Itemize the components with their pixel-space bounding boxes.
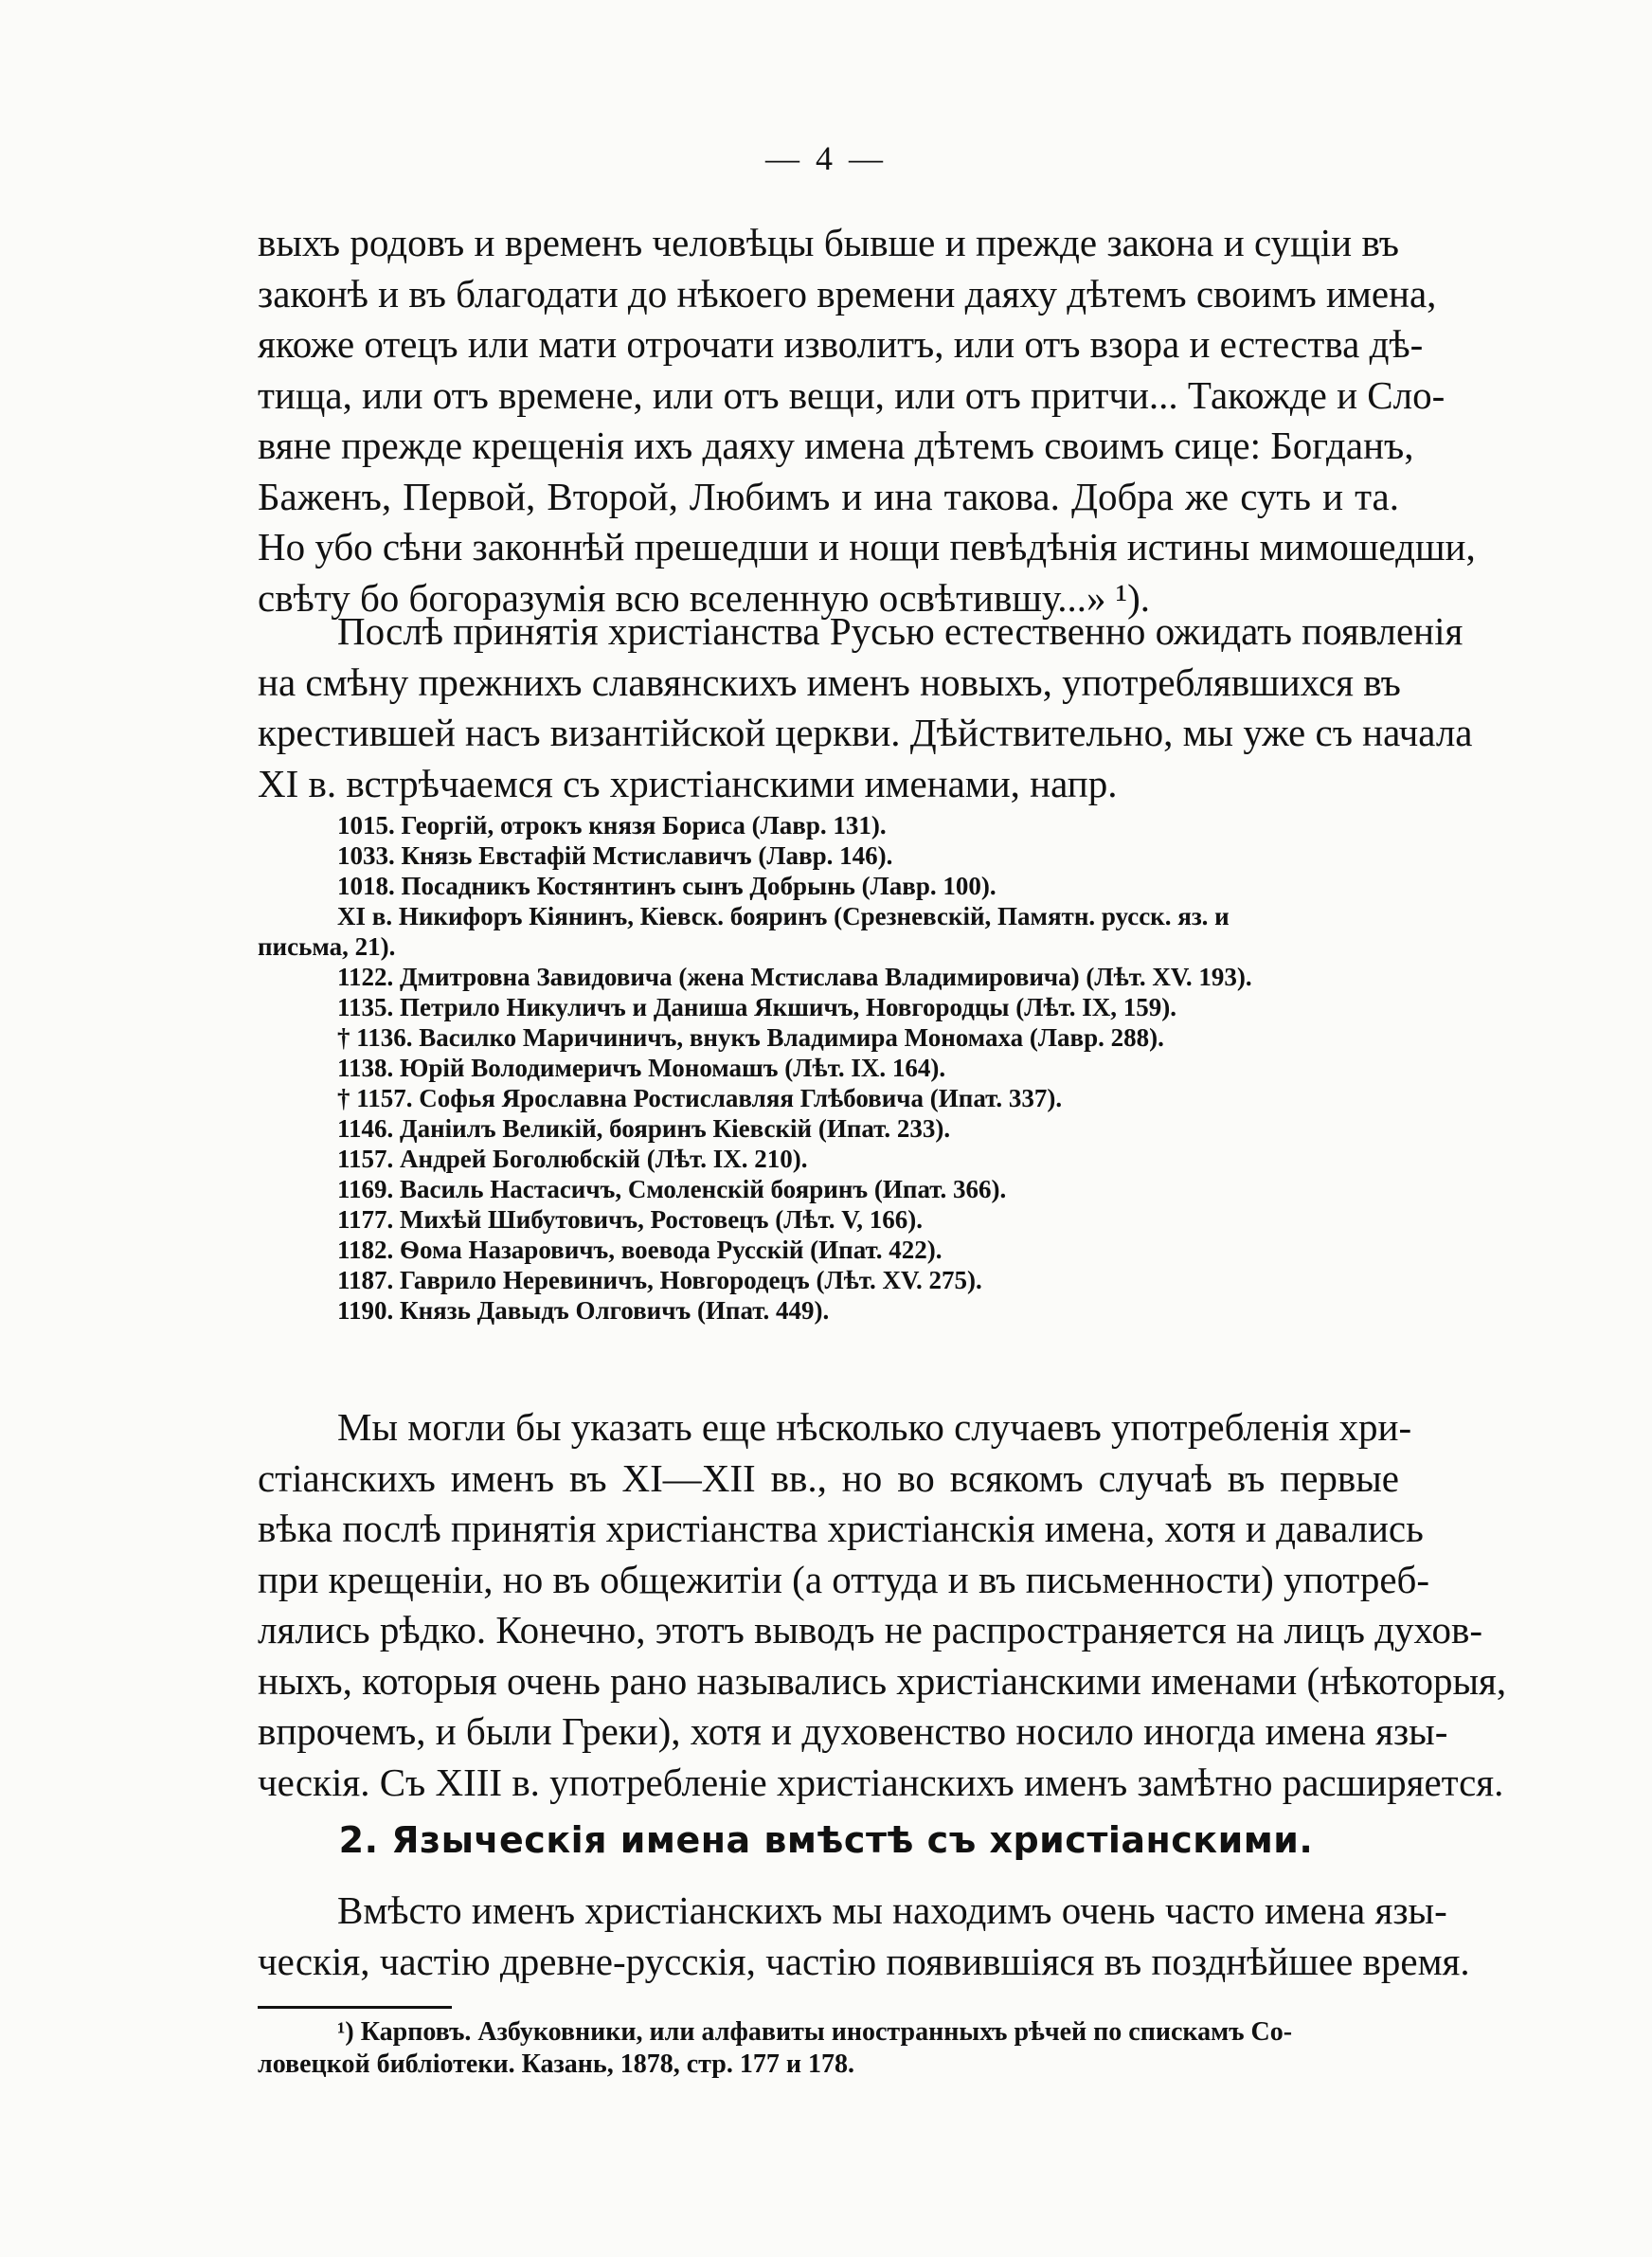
- text-line: ческія. Съ XIII в. употребленіе христіанскихъ именъ замѣтно расширяется.: [258, 1760, 1504, 1804]
- list-item: 1146. Даніилъ Великій, бояринъ Кіевскій (Ипат. 233).: [337, 1114, 951, 1143]
- text-line: XI в. встрѣчаемся съ христіанскими именами, напр.: [258, 761, 1118, 805]
- text-line: Но убо сѣни законнѣй прешедши и нощи певѣдѣнія истины мимошедши,: [258, 525, 1476, 569]
- text-line: Вмѣсто именъ христіанскихъ мы находимъ очень часто имена язы-: [337, 1888, 1447, 1932]
- paragraph-pagan-names: [258, 1886, 1470, 1987]
- list-item: † 1157. Софья Ярославна Ростиславляя Глѣбовича (Ипат. 337).: [337, 1084, 1063, 1112]
- text-line: лялись рѣдко. Конечно, этотъ выводъ не распространяется на лицъ духов-: [258, 1608, 1483, 1652]
- list-item: 1157. Андрей Боголюбскій (Лѣт. IX. 210).: [337, 1145, 808, 1173]
- text-line: вяне прежде крещенія ихъ даяху имена дѣтемъ своимъ сице: Богданъ,: [258, 424, 1414, 467]
- list-item: 1190. Князь Давыдъ Олговичъ (Ипат. 449).: [337, 1296, 830, 1325]
- paragraph-christian-names: [258, 606, 1473, 809]
- list-item: 1138. Юрій Володимеричъ Мономашъ (Лѣт. IX. 164).: [337, 1054, 946, 1082]
- text-line: свѣту бо богоразумія всю вселенную освѣтившу...» ¹).: [258, 575, 1150, 620]
- text-line: якоже отецъ или мати отрочати изволитъ, или отъ взора и естества дѣ-: [258, 322, 1424, 366]
- list-item: 1015. Георгій, отрокъ князя Бориса (Лавр. 131).: [337, 811, 887, 840]
- list-item: † 1136. Василко Маричиничъ, внукъ Владимира Мономаха (Лавр. 288).: [337, 1023, 1164, 1052]
- list-item: 1169. Василь Настасичъ, Смоленскій бояринъ (Ипат. 366).: [337, 1175, 1007, 1203]
- text-line: впрочемъ, и были Греки), хотя и духовенство носило иногда имена язы-: [258, 1709, 1448, 1753]
- list-item: 1187. Гаврило Неревиничъ, Новгородецъ (Лѣт. XV. 275).: [337, 1266, 982, 1294]
- text-line: крестившей насъ византійской церкви. Дѣйствительно, мы уже съ начала: [258, 711, 1473, 754]
- list-item: 1135. Петрило Никуличъ и Даниша Якшичъ, Новгородцы (Лѣт. IX, 159).: [337, 993, 1177, 1021]
- text-line: Послѣ принятія христіанства Русью естественно ожидать появленія: [337, 609, 1463, 653]
- footnote: [258, 2016, 1399, 2081]
- list-item: XI в. Никифоръ Кіянинъ, Кіевск. бояринъ (Срезневскій, Памятн. русск. яз. и: [337, 902, 1230, 930]
- text-line: законѣ и въ благодати до нѣкоего времени даяху дѣтемъ своимъ имена,: [258, 271, 1437, 316]
- text-line: Мы могли бы указать еще нѣсколько случаевъ употребленія хри-: [337, 1405, 1412, 1449]
- text-line: на смѣну прежнихъ славянскихъ именъ новыхъ, употреблявшихся въ: [258, 659, 1401, 704]
- list-item: 1018. Посадникъ Костянтинъ сынъ Добрынь (Лавр. 100).: [337, 872, 997, 900]
- text-line: вѣка послѣ принятія христіанства христіанскія имена, хотя и давались: [258, 1507, 1424, 1550]
- list-item: письма, 21).: [258, 932, 396, 961]
- text-line: Баженъ, Первой, Второй, Любимъ и ина такова. Добра же суть и та.: [258, 474, 1399, 518]
- list-item: 1122. Дмитровна Завидовича (жена Мстислава Владимировича) (Лѣт. XV. 193).: [337, 963, 1252, 991]
- page-number: — 4 —: [765, 139, 887, 177]
- footnote-divider: [258, 2006, 452, 2009]
- list-item: 1033. Князь Евстафій Мстиславичъ (Лавр. 146).: [337, 841, 893, 870]
- text-line: тища, или отъ времене, или отъ вещи, или отъ притчи... Такожде и Сло-: [258, 372, 1446, 417]
- list-item: 1177. Михѣй Шибутовичъ, Ростовецъ (Лѣт. V, 166).: [337, 1205, 924, 1234]
- text-line: выхъ родовъ и временъ человѣцы бывше и прежде закона и сущіи въ: [258, 221, 1399, 264]
- paragraph-quote-continuation: [258, 218, 1476, 623]
- text-line: при крещеніи, но въ общежитіи (а оттуда и въ письменности) употреб-: [258, 1557, 1430, 1601]
- name-examples-list: [258, 810, 1399, 1326]
- text-line: ныхъ, которыя очень рано назывались христіанскими именами (нѣкоторыя,: [258, 1658, 1507, 1703]
- text-line: ческія, частію древне-русскія, частію появившіяся въ позднѣйшее время.: [258, 1939, 1470, 1983]
- paragraph-usage-notes: [258, 1402, 1507, 1808]
- footnote-line: ловецкой библіотеки. Казань, 1878, стр. 177 и 178.: [258, 2049, 854, 2079]
- footnote-line: ¹) Карповъ. Азбуковники, или алфавиты иностранныхъ рѣчей по спискамъ Со-: [337, 2017, 1293, 2047]
- section-heading: 2. Языческія имена вмѣстѣ съ христіанскими.: [338, 1819, 1314, 1861]
- text-line: стіанскихъ именъ въ XI—XII вв., но во всякомъ случаѣ въ первые: [258, 1455, 1399, 1500]
- list-item: 1182. Ѳома Назаровичъ, воевода Русскій (Ипат. 422).: [337, 1236, 943, 1264]
